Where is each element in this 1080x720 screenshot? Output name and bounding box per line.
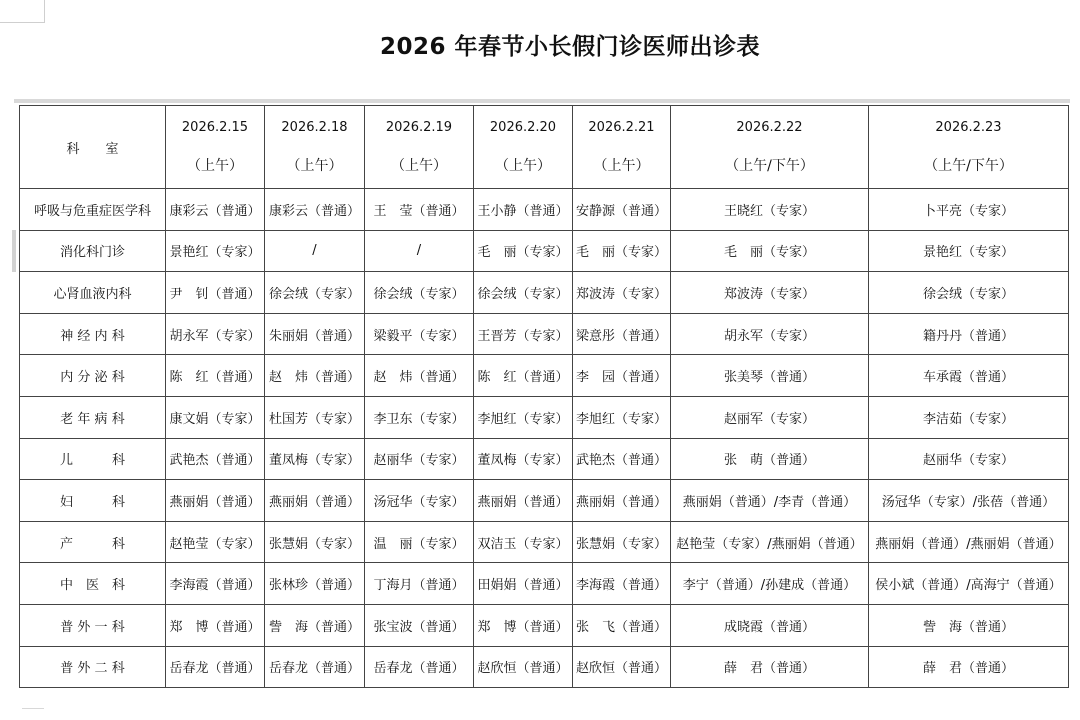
doctor-cell: 温 丽（专家） xyxy=(365,521,474,563)
doctor-cell: 岳春龙（普通） xyxy=(166,646,265,688)
doctor-cell: 岳春龙（普通） xyxy=(265,646,365,688)
doctor-cell: 薛 君（普通） xyxy=(671,646,869,688)
doctor-cell: 丁海月（普通） xyxy=(365,563,474,605)
table-row xyxy=(20,438,1069,480)
table-row xyxy=(20,646,1069,688)
doctor-cell: 成晓霞（普通） xyxy=(671,604,869,646)
date-label: 2026.2.21 xyxy=(588,120,655,135)
doctor-cell: 武艳杰（普通） xyxy=(166,438,265,480)
date-label: 2026.2.15 xyxy=(181,120,249,135)
doctor-cell: 梁毅平（专家） xyxy=(365,313,474,355)
doctor-cell: 田娟娟（普通） xyxy=(474,563,573,605)
dept-name-cell: 妇 科 xyxy=(20,480,166,522)
doctor-cell: 燕丽娟（普通）/李青（普通） xyxy=(671,480,869,522)
doctor-cell: 陈 红（普通） xyxy=(474,355,573,397)
doctor-cell: 赵丽华（专家） xyxy=(869,438,1069,480)
period-label: （上午） xyxy=(495,158,551,174)
document-title: 2026 年春节小长假门诊医师出诊表 xyxy=(379,34,761,60)
doctor-cell: 赵丽军（专家） xyxy=(671,396,869,438)
doctor-cell: 李海霞（普通） xyxy=(573,563,671,605)
page-corner-mark-bottom xyxy=(22,708,44,720)
doctor-cell: 毛 丽（专家） xyxy=(573,230,671,272)
date-label: 2026.2.23 xyxy=(935,120,1002,135)
doctor-cell: 燕丽娟（普通） xyxy=(573,480,671,522)
doctor-cell: 毛 丽（专家） xyxy=(671,230,869,272)
doctor-cell: 张宝波（普通） xyxy=(365,604,474,646)
doctor-cell: 张慧娟（专家） xyxy=(265,521,365,563)
dept-name-cell: 普 外 一 科 xyxy=(20,604,166,646)
doctor-cell: 张美琴（普通） xyxy=(671,355,869,397)
doctor-cell: 燕丽娟（普通） xyxy=(474,480,573,522)
table-row xyxy=(20,230,1069,272)
date-column-header xyxy=(166,106,265,189)
doctor-cell: 徐会绒（专家） xyxy=(869,272,1069,314)
doctor-cell: 汤冠华（专家）/张蓓（普通） xyxy=(869,480,1069,522)
date-column-header xyxy=(474,106,573,189)
doctor-cell: 康彩云（普通） xyxy=(166,189,265,231)
doctor-cell: 燕丽娟（普通） xyxy=(166,480,265,522)
doctor-cell: 郑 博（普通） xyxy=(166,604,265,646)
doctor-cell: / xyxy=(265,230,365,272)
date-label: 2026.2.18 xyxy=(281,120,348,135)
doctor-cell: 武艳杰（普通） xyxy=(573,438,671,480)
doctor-cell: 王晓红（专家） xyxy=(671,189,869,231)
doctor-cell: 董凤梅（专家） xyxy=(265,438,365,480)
doctor-cell: 杜国芳（专家） xyxy=(265,396,365,438)
doctor-cell: 赵 炜（普通） xyxy=(265,355,365,397)
table-row xyxy=(20,272,1069,314)
doctor-cell: 侯小斌（普通）/高海宁（普通） xyxy=(869,563,1069,605)
doctor-cell: 赵艳莹（专家） xyxy=(166,521,265,563)
doctor-cell: 张 萌（普通） xyxy=(671,438,869,480)
date-column-header xyxy=(265,106,365,189)
period-label: （上午/下午） xyxy=(924,158,1013,174)
date-label: 2026.2.19 xyxy=(385,120,453,135)
doctor-cell: 徐会绒（专家） xyxy=(474,272,573,314)
doctor-cell: 王 莹（普通） xyxy=(365,189,474,231)
dept-name-cell: 内 分 泌 科 xyxy=(20,355,166,397)
doctor-cell: 訾 海（普通） xyxy=(265,604,365,646)
table-row xyxy=(20,189,1069,231)
doctor-cell: / xyxy=(365,230,474,272)
doctor-cell: 尹 钊（普通） xyxy=(166,272,265,314)
doctor-cell: 李旭红（专家） xyxy=(573,396,671,438)
period-label: （上午/下午） xyxy=(725,158,814,174)
table-row xyxy=(20,521,1069,563)
dept-name-cell: 产 科 xyxy=(20,521,166,563)
doctor-cell: 籍丹丹（普通） xyxy=(869,313,1069,355)
doctor-cell: 李 园（普通） xyxy=(573,355,671,397)
doctor-cell: 胡永军（专家） xyxy=(166,313,265,355)
doctor-cell: 李洁茹（专家） xyxy=(869,396,1069,438)
page-corner-mark xyxy=(0,0,45,23)
doctor-cell: 徐会绒（专家） xyxy=(365,272,474,314)
period-label: （上午） xyxy=(187,158,243,174)
doctor-cell: 赵 炜（普通） xyxy=(365,355,474,397)
doctor-cell: 燕丽娟（普通）/燕丽娟（普通） xyxy=(869,521,1069,563)
table-row xyxy=(20,563,1069,605)
period-label: （上午） xyxy=(593,158,650,174)
date-label: 2026.2.22 xyxy=(736,120,803,135)
dept-name-cell: 心肾血液内科 xyxy=(20,272,166,314)
doctor-cell: 陈 红（普通） xyxy=(166,355,265,397)
doctor-cell: 赵丽华（专家） xyxy=(365,438,474,480)
doctor-cell: 景艳红（专家） xyxy=(166,230,265,272)
table-row xyxy=(20,480,1069,522)
doctor-cell: 薛 君（普通） xyxy=(869,646,1069,688)
doctor-cell: 岳春龙（普通） xyxy=(365,646,474,688)
dept-name-cell: 神 经 内 科 xyxy=(20,313,166,355)
dept-name-cell: 中 医 科 xyxy=(20,563,166,605)
doctor-cell: 车承霞（普通） xyxy=(869,355,1069,397)
schedule-table xyxy=(19,105,1069,688)
doctor-cell[interactable]: 景艳红（专家） xyxy=(869,230,1069,272)
dept-name-cell: 老 年 病 科 xyxy=(20,396,166,438)
period-label: （上午） xyxy=(286,158,343,174)
dept-column-header: 科 室 xyxy=(20,106,166,189)
doctor-cell: 康文娟（专家） xyxy=(166,396,265,438)
doctor-cell: 董凤梅（专家） xyxy=(474,438,573,480)
doctor-cell: 张林珍（普通） xyxy=(265,563,365,605)
table-row xyxy=(20,313,1069,355)
dept-name-cell: 呼吸与危重症医学科 xyxy=(20,189,166,231)
doctor-cell: 王晋芳（专家） xyxy=(474,313,573,355)
doctor-cell: 徐会绒（专家） xyxy=(265,272,365,314)
date-column-header xyxy=(573,106,671,189)
dept-name-cell: 儿 科 xyxy=(20,438,166,480)
doctor-cell: 双洁玉（专家） xyxy=(474,521,573,563)
doctor-cell: 赵欣恒（普通） xyxy=(474,646,573,688)
date-column-header xyxy=(365,106,474,189)
doctor-cell: 毛 丽（专家） xyxy=(474,230,573,272)
doctor-cell: 郑波涛（专家） xyxy=(573,272,671,314)
doctor-cell: 李宁（普通）/孙建成（普通） xyxy=(671,563,869,605)
doctor-cell: 赵艳莹（专家）/燕丽娟（普通） xyxy=(671,521,869,563)
doctor-cell: 訾 海（普通） xyxy=(869,604,1069,646)
doctor-cell: 郑波涛（专家） xyxy=(671,272,869,314)
doctor-cell: 燕丽娟（普通） xyxy=(265,480,365,522)
date-column-header xyxy=(671,106,869,189)
doctor-cell: 卜平亮（专家） xyxy=(869,189,1069,231)
doctor-cell: 张慧娟（专家） xyxy=(573,521,671,563)
doctor-cell: 汤冠华（专家） xyxy=(365,480,474,522)
dept-name-cell: 消化科门诊 xyxy=(20,230,166,272)
table-row xyxy=(20,396,1069,438)
doctor-cell: 梁意彤（普通） xyxy=(573,313,671,355)
doctor-cell: 张 飞（普通） xyxy=(573,604,671,646)
table-row xyxy=(20,355,1069,397)
period-label: （上午） xyxy=(391,158,447,174)
doctor-cell: 李卫东（专家） xyxy=(365,396,474,438)
dept-name-cell: 普 外 二 科 xyxy=(20,646,166,688)
doctor-cell: 郑 博（普通） xyxy=(474,604,573,646)
doctor-cell: 李海霞（普通） xyxy=(166,563,265,605)
doctor-cell: 康彩云（普通） xyxy=(265,189,365,231)
date-column-header xyxy=(869,106,1069,189)
table-row xyxy=(20,604,1069,646)
table-top-ruler xyxy=(14,99,1070,103)
table-header-row xyxy=(20,106,1069,189)
doctor-cell: 李旭红（专家） xyxy=(474,396,573,438)
date-label: 2026.2.20 xyxy=(489,120,557,135)
doctor-cell: 朱丽娟（普通） xyxy=(265,313,365,355)
row-resize-handle[interactable] xyxy=(12,230,16,272)
doctor-cell: 赵欣恒（普通） xyxy=(573,646,671,688)
doctor-cell: 胡永军（专家） xyxy=(671,313,869,355)
doctor-cell: 安静源（普通） xyxy=(573,189,671,231)
doctor-cell: 王小静（普通） xyxy=(474,189,573,231)
